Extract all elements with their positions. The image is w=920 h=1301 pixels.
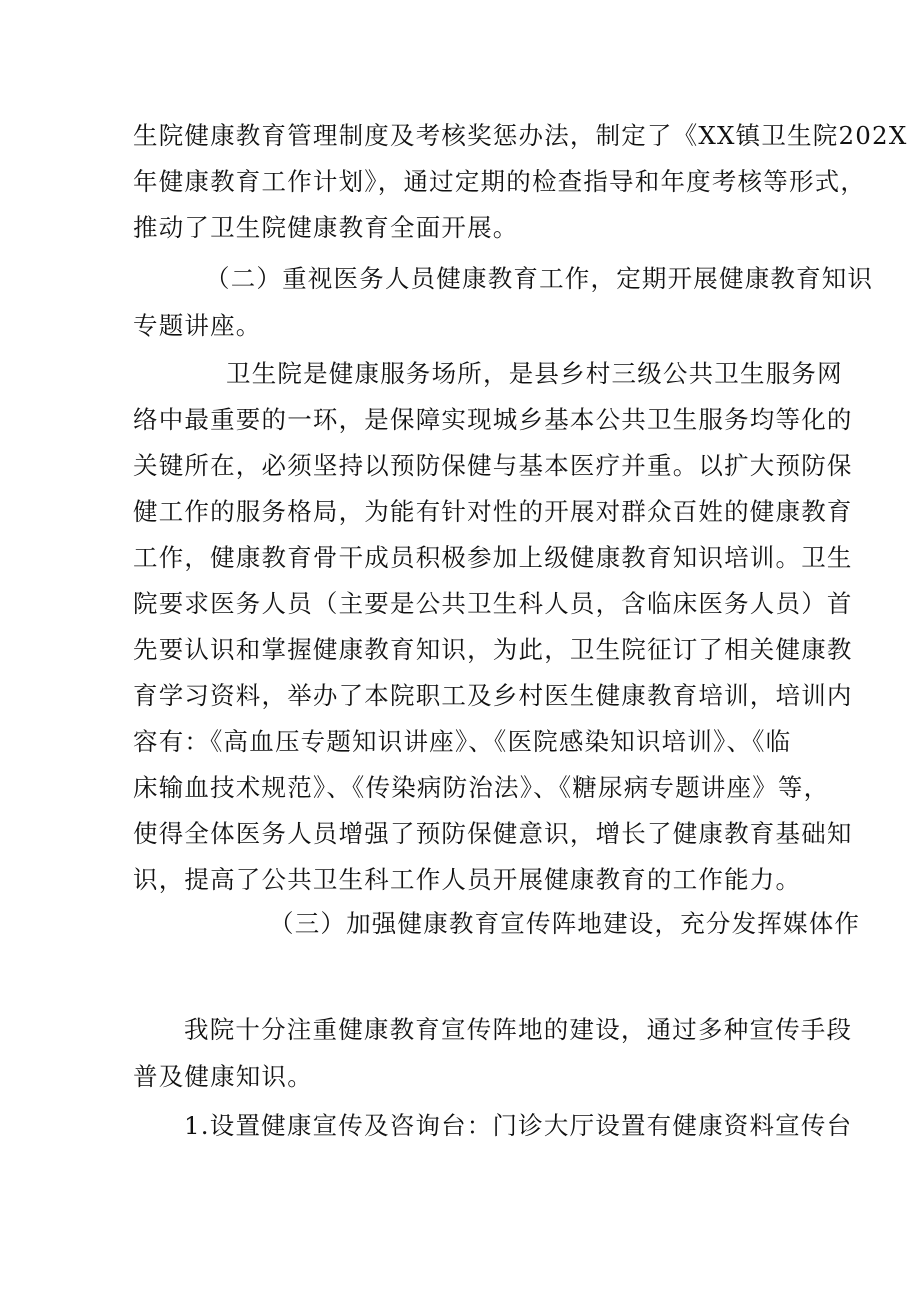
paragraph-3-line-1: 我院十分注重健康教育宣传阵地的建设，通过多种宣传手段 (184, 1015, 853, 1044)
paragraph-2-line-3: 关键所在，必须坚持以预防保健与基本医疗并重。以扩大预防保 (133, 451, 853, 480)
paragraph-3-line-2: 普及健康知识。 (133, 1062, 313, 1091)
paragraph-1-line-3: 推动了卫生院健康教育全面开展。 (133, 213, 519, 242)
section-2-heading-line-2: 专题讲座。 (133, 311, 262, 340)
paragraph-2-line-8: 育学习资料，举办了本院职工及乡村医生健康教育培训，培训内 (133, 681, 853, 710)
list-item-1: 1.设置健康宣传及咨询台：门诊大厅设置有健康资料宣传台 (184, 1111, 853, 1140)
section-2-heading-line-1: （二）重视医务人员健康教育工作，定期开展健康教育知识 (205, 264, 874, 293)
section-3-heading-line-1: （三）加强健康教育宣传阵地建设，充分发挥媒体作 (269, 909, 861, 938)
paragraph-1-line-2: 年健康教育工作计划》，通过定期的检查指导和年度考核等形式， (133, 167, 867, 196)
paragraph-2-line-10: 床输血技术规范》、《传染病防治法》、《糖尿病专题讲座》等， (133, 773, 830, 802)
paragraph-2-line-1: 卫生院是健康服务场所，是县乡村三级公共卫生服务网 (226, 359, 843, 388)
paragraph-2-line-6: 院要求医务人员（主要是公共卫生科人员，含临床医务人员）首 (133, 589, 853, 618)
paragraph-1-line-1: 生院健康教育管理制度及考核奖惩办法，制定了《XX镇卫生院202X (133, 121, 908, 150)
paragraph-2-line-4: 健工作的服务格局，为能有针对性的开展对群众百姓的健康教育 (133, 497, 853, 526)
paragraph-2-line-12: 识，提高了公共卫生科工作人员开展健康教育的工作能力。 (133, 865, 802, 894)
paragraph-2-line-5: 工作，健康教育骨干成员积极参加上级健康教育知识培训。卫生 (133, 543, 853, 572)
paragraph-2-line-2: 络中最重要的一环，是保障实现城乡基本公共卫生服务均等化的 (133, 405, 853, 434)
paragraph-2-line-7: 先要认识和掌握健康教育知识，为此，卫生院征订了相关健康教 (133, 635, 853, 664)
paragraph-2-line-9: 容有：《高血压专题知识讲座》、《医院感染知识培训》、《临 (133, 727, 792, 756)
paragraph-2-line-11: 使得全体医务人员增强了预防保健意识，增长了健康教育基础知 (133, 819, 853, 848)
